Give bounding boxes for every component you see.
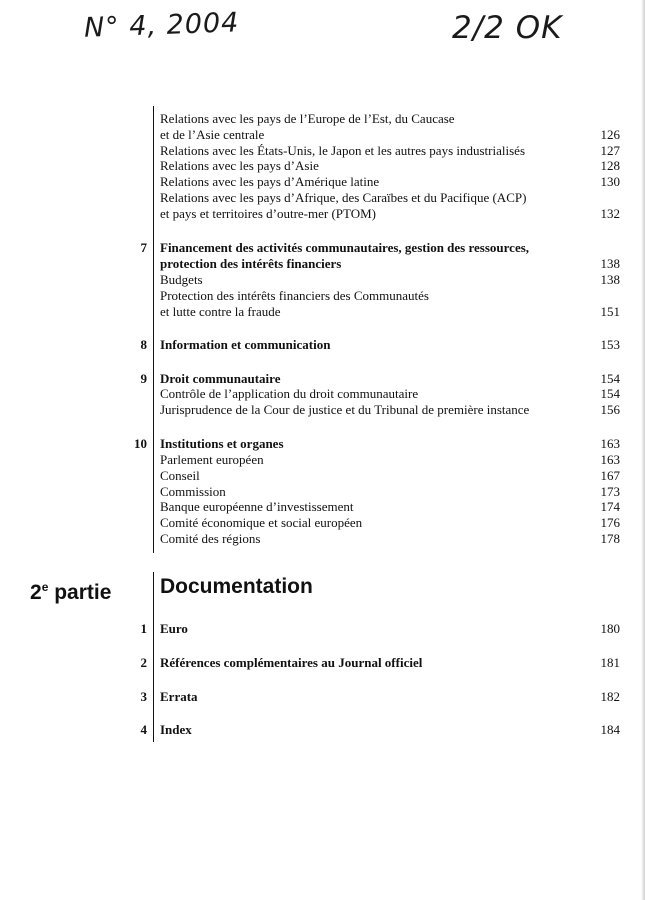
toc-entry: Relations avec les pays de l’Europe de l’Est, du Caucase <box>160 111 455 126</box>
toc-entry: Commission 173 <box>160 484 620 499</box>
toc-entry: Banque européenne d’investissement 174 <box>160 499 620 514</box>
handwritten-note-left: N° 4, 2004 <box>83 7 240 44</box>
toc-entry: Contrôle de l’application du droit communautaire 154 <box>160 386 620 401</box>
toc-vertical-rule <box>153 106 154 553</box>
item-title: Errata 182 <box>160 689 620 704</box>
part-title: Documentation <box>160 575 313 598</box>
item-number: 2 <box>140 655 147 670</box>
chapter-number: 7 <box>140 240 147 255</box>
toc-entry: Budgets 138 <box>160 272 620 287</box>
chapter-title: protection des intérêts financiers 138 <box>160 256 620 271</box>
chapter-title: Information et communication 153 <box>160 337 620 352</box>
part-superscript: e <box>41 580 49 594</box>
toc-entry: et pays et territoires d’outre-mer (PTOM) 132 <box>160 206 620 221</box>
toc-entry: Comité des régions 178 <box>160 531 620 546</box>
item-title: Références complémentaires au Journal officiel 181 <box>160 655 620 670</box>
handwritten-note-right: 2/2 OK <box>452 10 563 46</box>
item-title: Euro 180 <box>160 621 620 636</box>
part-number: 2 <box>30 581 42 604</box>
toc-entry: Comité économique et social européen 176 <box>160 515 620 530</box>
toc-entry: et de l’Asie centrale 126 <box>160 127 620 142</box>
item-title: Index 184 <box>160 722 620 737</box>
item-number: 3 <box>140 689 147 704</box>
toc-entry: Relations avec les pays d’Amérique latine 130 <box>160 174 620 189</box>
toc-entry: Parlement européen 163 <box>160 452 620 467</box>
chapter-title: Financement des activités communautaires, gestion des ressources, <box>160 240 530 255</box>
toc-entry: Conseil 167 <box>160 468 620 483</box>
item-number: 4 <box>140 722 147 737</box>
chapter-number: 9 <box>140 371 147 386</box>
scan-edge-shadow <box>641 0 645 900</box>
chapter-title: Droit communautaire 154 <box>160 371 620 386</box>
toc-vertical-rule-part2 <box>153 572 154 742</box>
item-number: 1 <box>140 621 147 636</box>
chapter-number: 10 <box>134 436 147 451</box>
chapter-title: Institutions et organes 163 <box>160 436 620 451</box>
part-word: partie <box>54 581 112 604</box>
toc-entry: Jurisprudence de la Cour de justice et du Tribunal de première instance 156 <box>160 402 620 417</box>
part-label <box>30 574 111 606</box>
toc-entry: Relations avec les États-Unis, le Japon et les autres pays industrialisés 127 <box>160 143 620 158</box>
toc-entry: et lutte contre la fraude 151 <box>160 304 620 319</box>
toc-entry: Relations avec les pays d’Asie 128 <box>160 158 620 173</box>
chapter-number: 8 <box>140 337 147 352</box>
toc-entry: Protection des intérêts financiers des Communautés <box>160 288 429 303</box>
toc-entry: Relations avec les pays d’Afrique, des Caraïbes et du Pacifique (ACP) <box>160 190 527 205</box>
